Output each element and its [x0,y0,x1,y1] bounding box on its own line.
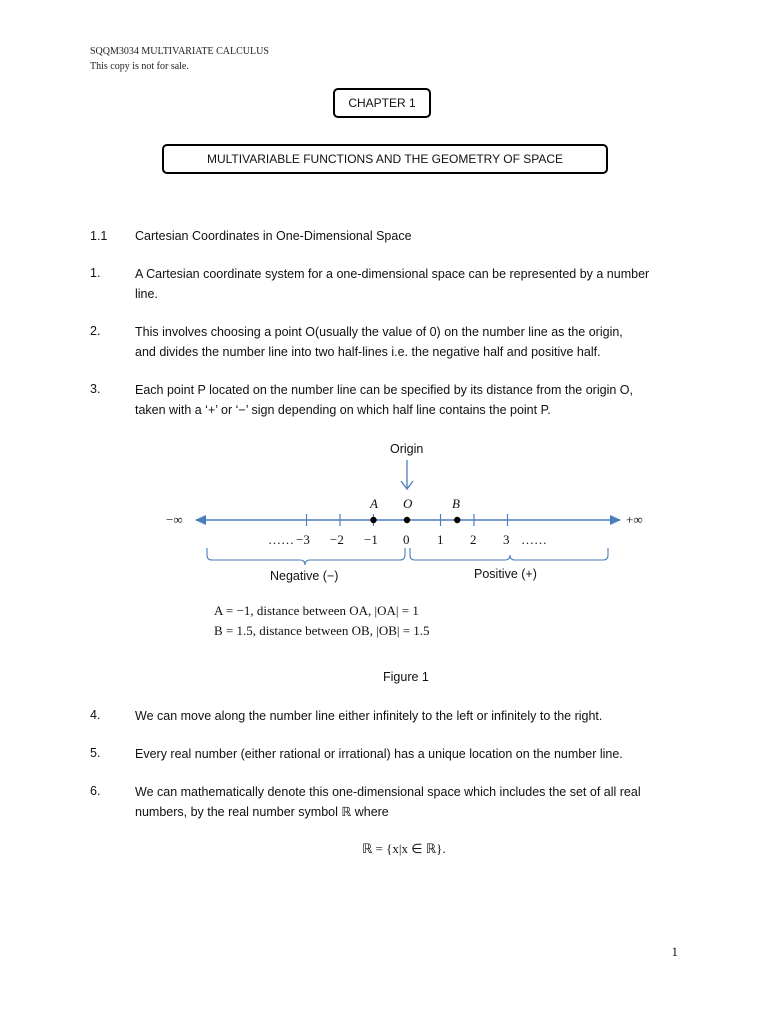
tick-label-1: 1 [437,532,444,547]
item-6-number: 6. [90,784,101,798]
item-1-line-1: A Cartesian coordinate system for a one-dimensional space can be represented by a number [135,267,650,281]
tick-label-neg3: −3 [296,532,310,547]
item-2-line-2: and divides the number line into two half-lines i.e. the negative half and positive half. [135,345,601,359]
point-a-label: A [370,496,378,511]
item-6-line-1: We can mathematically denote this one-dimensional space which includes the set of all real [135,785,641,799]
tick-label-ellipsis-right: …… [521,532,547,547]
item-1-text [135,264,687,304]
negative-brace-left [207,548,305,565]
left-arrowhead [195,515,206,525]
section-number: 1.1 [90,229,108,243]
page-number: 1 [671,944,678,959]
item-1-line-2: line. [135,287,158,301]
positive-half-label: Positive (+) [474,567,537,581]
tick-label-3: 3 [503,532,510,547]
negative-half-label: Negative (−) [270,569,339,583]
chapter-label-box [333,88,431,118]
item-2-number: 2. [90,324,101,338]
positive-brace-right [510,548,608,560]
item-1-number: 1. [90,266,101,280]
item-3-line-2: taken with a ‘+’ or ‘−’ sign depending on which half line contains the point P. [135,403,551,417]
point-b [454,517,460,523]
point-a [370,517,376,523]
tick-label-0: 0 [403,532,410,547]
right-infinity-label: +∞ [626,512,643,527]
item-4-number: 4. [90,708,101,722]
item-5-text [135,744,687,764]
chapter-title-box [162,144,608,174]
chapter-title: MULTIVARIABLE FUNCTIONS AND THE GEOMETRY OF SPACE [206,152,564,166]
equation-point-b: B = 1.5, distance between OB, |OB| = 1.5 [214,623,430,638]
item-5-number: 5. [90,746,101,760]
point-b-label: B [452,496,460,511]
figure-caption: Figure 1 [383,670,429,684]
tick-label-neg2: −2 [330,532,344,547]
item-4-line-1: We can move along the number line either infinitely to the left or infinitely to the right. [135,709,603,723]
point-o-label: O [403,496,413,511]
origin-label: Origin [390,442,424,456]
item-3-number: 3. [90,382,101,396]
number-line-figure [150,458,660,568]
negative-brace-right [305,548,405,565]
copy-notice: This copy is not for sale. [90,61,189,72]
equation-point-a: A = −1, distance between OA, |OA| = 1 [214,603,419,618]
item-3-line-1: Each point P located on the number line can be specified by its distance from the origin O, [135,383,633,397]
item-5-line-1: Every real number (either rational or irrational) has a unique location on the number line. [135,747,623,761]
real-number-set-formula: ℝ = {x|x ∈ ℝ}. [362,841,446,856]
item-3-text [135,380,687,420]
item-4-text [135,706,687,726]
chapter-label: CHAPTER 1 [348,96,416,110]
item-2-line-1: This involves choosing a point O(usually the value of 0) on the number line as the origin, [135,325,623,339]
tick-label-neg1: −1 [364,532,378,547]
right-arrowhead [610,515,621,525]
positive-brace-left [410,548,510,560]
item-6-line-2: numbers, by the real number symbol ℝ where [135,805,389,819]
item-2-text [135,322,687,362]
section-title: Cartesian Coordinates in One-Dimensional Space [135,229,412,243]
tick-label-ellipsis-left: …… [268,532,294,547]
course-title: SQQM3034 MULTIVARIATE CALCULUS [90,46,269,57]
item-6-text [135,782,687,822]
left-infinity-label: −∞ [166,512,183,527]
tick-label-2: 2 [470,532,477,547]
point-o [404,517,410,523]
